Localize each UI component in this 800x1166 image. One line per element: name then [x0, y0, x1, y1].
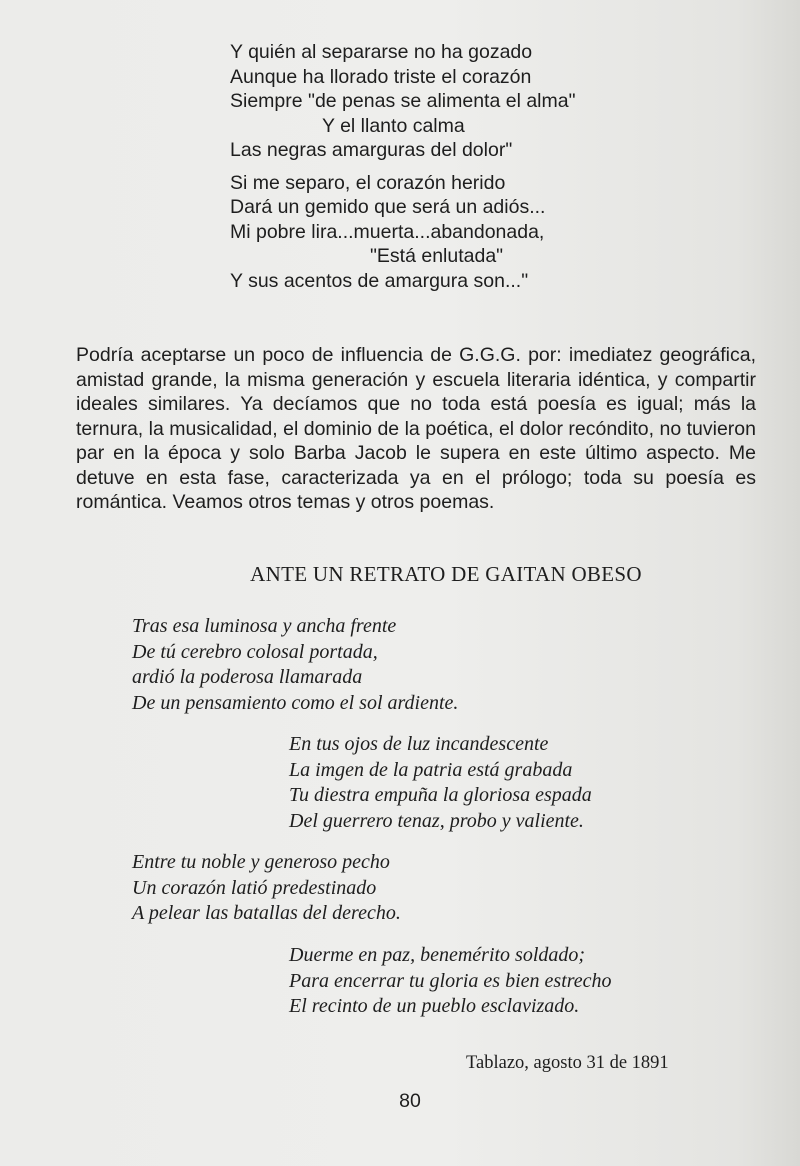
poem-line: Siempre "de penas se alimenta el alma" — [230, 90, 576, 112]
sonnet-line: Entre tu noble y generoso pecho — [132, 851, 390, 873]
sonnet-stanza — [132, 850, 732, 927]
sonnet-line: Tu diestra empuña la gloriosa espada — [289, 784, 592, 806]
sonnet-line: De un pensamiento como el sol ardiente. — [132, 691, 459, 714]
poem-line: Si me separo, el corazón herido — [230, 171, 506, 194]
sonnet-line: ardió la poderosa llamarada — [132, 666, 363, 688]
poem-stanza — [230, 40, 710, 163]
sonnet-line: Para encerrar tu gloria es bien estrecho — [289, 969, 612, 992]
poem-line: "Está enlutada" — [370, 245, 504, 267]
poem-stanza — [230, 171, 710, 294]
sonnet-line: El recinto de un pueblo esclavizado. — [289, 995, 580, 1017]
sonnet-line: Tras esa luminosa y ancha frente — [132, 615, 397, 637]
poem-line: Aunque ha llorado triste el corazón — [230, 65, 532, 88]
sonnet-stanza — [289, 732, 729, 834]
poem-line: Y el llanto calma — [322, 114, 465, 137]
prose-line: amistad grande, la misma generación y escuela literaria idéntica, y compartir — [76, 368, 756, 391]
sonnet-title: ANTE UN RETRATO DE GAITAN OBESO — [250, 562, 642, 586]
poem-dateline: Tablazo, agosto 31 de 1891 — [466, 1053, 669, 1073]
prose-line: ideales similares. Ya decíamos que no toda está poesía es igual; más la — [76, 393, 756, 415]
sonnet-line: Duerme en paz, benemérito soldado; — [289, 944, 586, 966]
sonnet-line: La imgen de la patria está grabada — [289, 758, 573, 781]
poem-line: Dará un gemido que será un adiós... — [230, 196, 546, 218]
prose-line: Podría aceptarse un poco de influencia de G.G.G. por: imediatez geográfica, — [76, 344, 756, 366]
sonnet-line: Del guerrero tenaz, probo y valiente. — [289, 809, 584, 832]
poem-line: Y sus acentos de amargura son..." — [230, 269, 529, 292]
sonnet-line: A pelear las batallas del derecho. — [132, 902, 401, 924]
sonnet-line: En tus ojos de luz incandescente — [289, 733, 549, 755]
poem-line: Mi pobre lira...muerta...abandonada, — [230, 220, 545, 243]
prose-line: romántica. Veamos otros temas y otros poemas. — [76, 491, 495, 513]
prose-line: par en la época y solo Barba Jacob le supera en este último aspecto. Me — [76, 442, 756, 464]
sonnet-stanza — [289, 943, 729, 1020]
poem-line: Y quién al separarse no ha gozado — [230, 41, 533, 63]
sonnet-line: De tú cerebro colosal portada, — [132, 640, 378, 663]
prose-line: ternura, la musicalidad, el dominio de la poética, el dolor recóndito, no tuvieron — [76, 417, 756, 440]
prose-line: detuve en esta fase, caracterizada ya en el prólogo; toda su poesía es — [76, 466, 756, 489]
sonnet-stanza — [132, 614, 732, 716]
page-number: 80 — [399, 1090, 421, 1112]
poem-line: Las negras amarguras del dolor" — [230, 139, 513, 161]
poem-excerpt — [230, 40, 710, 293]
sonnet-line: Un corazón latió predestinado — [132, 876, 377, 899]
prose-paragraph — [76, 343, 756, 515]
